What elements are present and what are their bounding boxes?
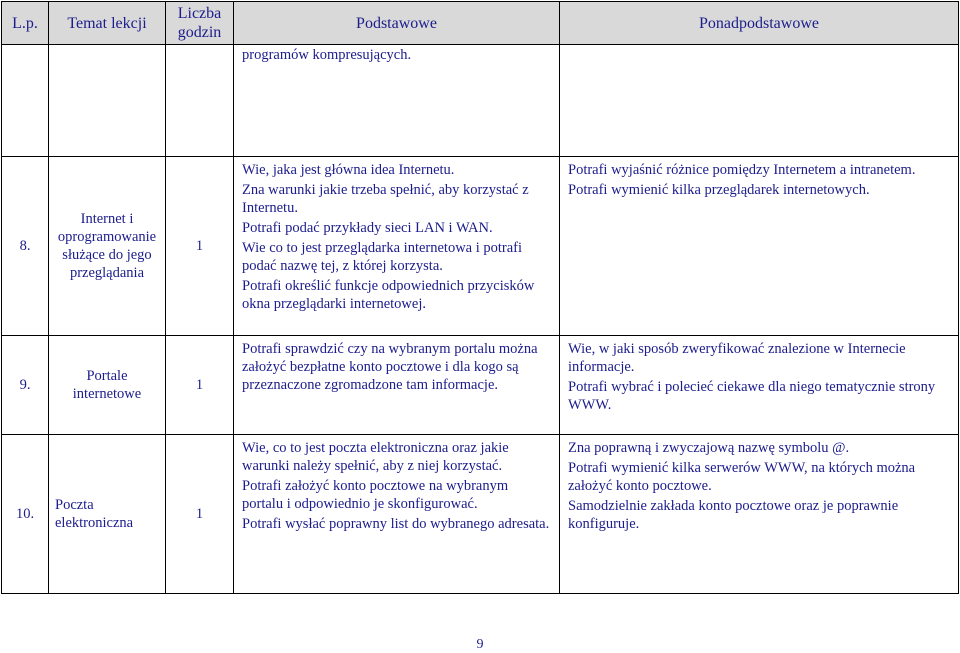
page-number: 9: [476, 637, 484, 652]
header-topic: Temat lekcji: [49, 2, 166, 45]
requirement-text: programów kompresujących.: [242, 47, 412, 63]
requirement-text: Potrafi założyć konto pocztowe na wybranym portalu i odpowiednio je skonfigurować.: [242, 478, 509, 512]
cell-basic-continuation: [234, 45, 560, 157]
cell-empty: [166, 45, 234, 157]
cell-advanced-requirements: [560, 336, 959, 435]
lesson-number: 9.: [2, 336, 49, 435]
header-lp: L.p.: [2, 2, 49, 45]
cell-basic-requirements: [234, 336, 560, 435]
lesson-number: 10.: [2, 435, 49, 594]
requirement-text: Zna poprawną i zwyczajową nazwę symbolu @.: [568, 440, 850, 456]
header-basic: Podstawowe: [234, 2, 560, 45]
lesson-number: 8.: [2, 157, 49, 336]
header-advanced: Ponadpodstawowe: [560, 2, 959, 45]
requirement-text: Potrafi wymienić kilka serwerów WWW, na których można założyć konto pocztowe.: [568, 460, 916, 494]
lesson-hours: 1: [166, 435, 234, 594]
requirement-text: Potrafi wyjaśnić różnice pomiędzy Internetem a intranetem.: [568, 162, 916, 178]
requirement-text: Zna warunki jakie trzeba spełnić, aby korzystać z Internetu.: [242, 182, 529, 216]
lesson-topic: Internet i oprogramowanie służące do jego przeglądania: [49, 157, 166, 336]
requirement-text: Potrafi sprawdzić czy na wybranym portalu można założyć bezpłatne konto pocztowe i dla kogo są przeznaczone zgromadzone tam informacje.: [242, 341, 538, 393]
requirement-text: Potrafi określić funkcje odpowiednich przycisków okna przeglądarki internetowej.: [242, 278, 535, 312]
requirement-text: Wie, jaka jest główna idea Internetu.: [242, 162, 455, 178]
cell-advanced-requirements: [560, 157, 959, 336]
requirement-text: Samodzielnie zakłada konto pocztowe oraz je poprawnie konfiguruje.: [568, 498, 899, 532]
requirement-text: Potrafi podać przykłady sieci LAN i WAN.: [242, 220, 493, 236]
table-header-row: [2, 2, 959, 45]
lesson-topic: Poczta elektroniczna: [49, 435, 166, 594]
table-row: [2, 157, 959, 336]
curriculum-table: [1, 1, 959, 594]
table-row: [2, 336, 959, 435]
requirement-text: Wie, w jaki sposób zweryfikować znalezione w Internecie informacje.: [568, 341, 906, 375]
lesson-hours: 1: [166, 336, 234, 435]
lesson-hours: 1: [166, 157, 234, 336]
cell-advanced-requirements: [560, 435, 959, 594]
cell-basic-requirements: [234, 157, 560, 336]
cell-empty: [560, 45, 959, 157]
table-row: [2, 435, 959, 594]
requirement-text: Wie co to jest przeglądarka internetowa i potrafi podać nazwę tej, z której korzysta.: [242, 240, 523, 274]
requirement-text: Wie, co to jest poczta elektroniczna oraz jakie warunki należy spełnić, aby z niej korzystać.: [242, 440, 509, 474]
lesson-topic: Portale internetowe: [49, 336, 166, 435]
requirement-text: Potrafi wysłać poprawny list do wybranego adresata.: [242, 516, 550, 532]
requirement-text: Potrafi wybrać i polecieć ciekawe dla niego tematycznie strony WWW.: [568, 379, 936, 413]
cell-basic-requirements: [234, 435, 560, 594]
cell-empty: [2, 45, 49, 157]
header-hours: Liczba godzin: [166, 2, 234, 45]
table-row-continuation: [2, 45, 959, 157]
cell-empty: [49, 45, 166, 157]
requirement-text: Potrafi wymienić kilka przeglądarek internetowych.: [568, 182, 870, 198]
